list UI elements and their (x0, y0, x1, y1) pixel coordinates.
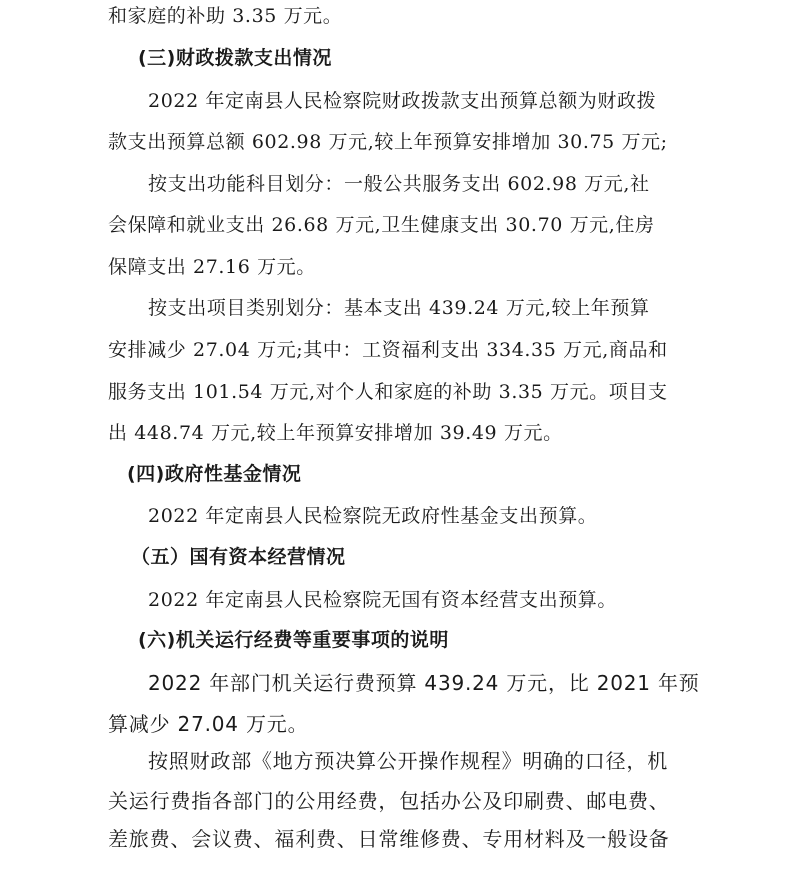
section-heading-5: （五）国有资本经营情况 (131, 546, 346, 568)
paragraph-line: 2022 年定南县人民检察院无国有资本经营支出预算。 (148, 589, 617, 611)
section-heading-4: (四)政府性基金情况 (127, 463, 302, 485)
paragraph-line: 按支出功能科目划分：一般公共服务支出 602.98 万元,社 (148, 173, 650, 195)
paragraph-line: 2022 年定南县人民检察院财政拨款支出预算总额为财政拨 (148, 90, 657, 112)
paragraph-line: 关运行费指各部门的公用经费，包括办公及印刷费、邮电费、 (108, 789, 670, 813)
paragraph-line: 2022 年定南县人民检察院无政府性基金支出预算。 (148, 505, 598, 527)
paragraph-line: 按支出项目类别划分：基本支出 439.24 万元,较上年预算 (148, 297, 650, 319)
section-heading-3: (三)财政拨款支出情况 (138, 47, 332, 69)
section-heading-6: (六)机关运行经费等重要事项的说明 (138, 629, 449, 651)
paragraph-line: 会保障和就业支出 26.68 万元,卫生健康支出 30.70 万元,住房 (108, 214, 655, 236)
paragraph-line: 算减少 27.04 万元。 (108, 712, 309, 736)
paragraph-line: 款支出预算总额 602.98 万元,较上年预算安排增加 30.75 万元; (108, 131, 668, 153)
paragraph-line: 和家庭的补助 3.35 万元。 (108, 5, 343, 27)
paragraph-line: 按照财政部《地方预决算公开操作规程》明确的口径，机 (148, 749, 668, 773)
paragraph-line: 2022 年部门机关运行费预算 439.24 万元，比 2021 年预 (148, 671, 700, 695)
paragraph-line: 安排减少 27.04 万元;其中：工资福利支出 334.35 万元,商品和 (108, 339, 668, 361)
paragraph-line: 出 448.74 万元,较上年预算安排增加 39.49 万元。 (108, 422, 563, 444)
paragraph-line: 服务支出 101.54 万元,对个人和家庭的补助 3.35 万元。项目支 (108, 381, 668, 403)
paragraph-line: 差旅费、会议费、福利费、日常维修费、专用材料及一般设备 (108, 827, 670, 851)
paragraph-line: 保障支出 27.16 万元。 (108, 256, 316, 278)
